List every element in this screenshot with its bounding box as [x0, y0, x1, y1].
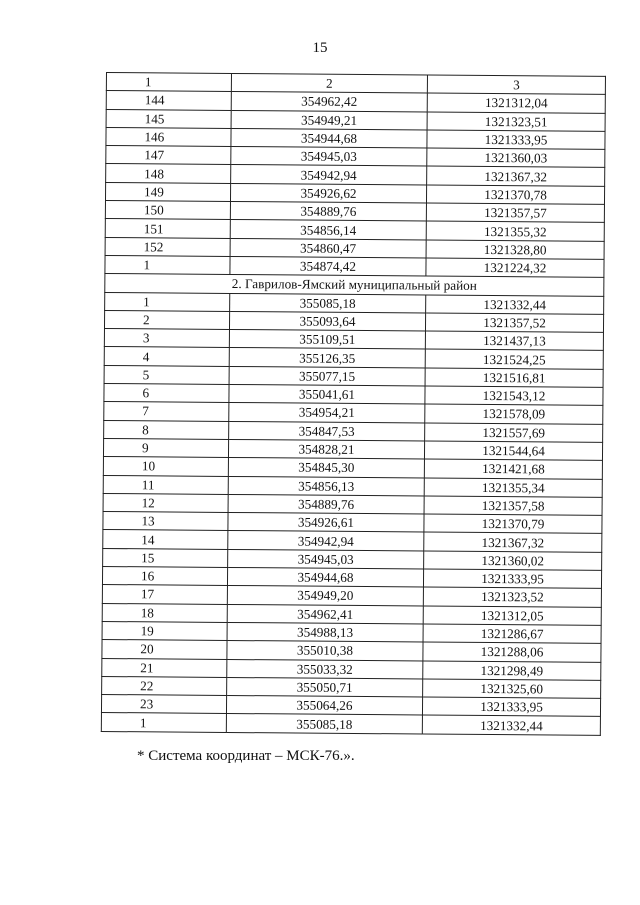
- y-coordinate-cell: 1321332,44: [426, 295, 604, 315]
- point-number-cell: 16: [102, 567, 227, 586]
- point-number-cell: 15: [103, 548, 228, 567]
- section-title: 2. Гаврилов-Ямский муниципальный район: [105, 274, 604, 296]
- x-coordinate-cell: 355077,15: [229, 366, 425, 386]
- point-number-cell: 1: [101, 713, 226, 732]
- x-coordinate-cell: 355064,26: [226, 696, 422, 716]
- y-coordinate-cell: 1321437,13: [425, 331, 603, 351]
- point-number-cell: 22: [102, 676, 227, 695]
- column-header-x: 2: [231, 73, 427, 93]
- y-coordinate-cell: 1321323,51: [427, 112, 605, 132]
- x-coordinate-cell: 354949,21: [231, 110, 427, 130]
- table-row: [101, 713, 600, 735]
- y-coordinate-cell: 1321360,02: [424, 551, 602, 571]
- y-coordinate-cell: 1321286,67: [423, 624, 601, 644]
- point-number-cell: 150: [105, 201, 230, 220]
- x-coordinate-cell: 354945,03: [227, 549, 423, 569]
- y-coordinate-cell: 1321288,06: [423, 642, 601, 662]
- y-coordinate-cell: 1321370,78: [427, 185, 605, 205]
- x-coordinate-cell: 354944,68: [227, 567, 423, 587]
- column-header-y: 3: [427, 75, 605, 95]
- y-coordinate-cell: 1321357,58: [424, 496, 602, 516]
- y-coordinate-cell: 1321333,95: [423, 697, 601, 717]
- x-coordinate-cell: 354874,42: [230, 256, 426, 276]
- point-number-cell: 1: [105, 292, 230, 311]
- point-number-cell: 6: [104, 384, 229, 403]
- y-coordinate-cell: 1321328,80: [426, 240, 604, 260]
- point-number-cell: 13: [103, 512, 228, 531]
- point-number-cell: 14: [103, 530, 228, 549]
- x-coordinate-cell: 354847,53: [228, 421, 424, 441]
- point-number-cell: 148: [106, 164, 231, 183]
- y-coordinate-cell: 1321355,32: [426, 221, 604, 241]
- x-coordinate-cell: 354860,47: [230, 238, 426, 258]
- y-coordinate-cell: 1321357,57: [426, 203, 604, 223]
- y-coordinate-cell: 1321357,52: [426, 313, 604, 333]
- y-coordinate-cell: 1321355,34: [424, 478, 602, 498]
- x-coordinate-cell: 354945,03: [231, 147, 427, 167]
- y-coordinate-cell: 1321421,68: [424, 459, 602, 479]
- y-coordinate-cell: 1321298,49: [423, 661, 601, 681]
- x-coordinate-cell: 354942,94: [230, 165, 426, 185]
- point-number-cell: 145: [106, 109, 231, 128]
- point-number-cell: 21: [102, 658, 227, 677]
- point-number-cell: 147: [106, 146, 231, 165]
- y-coordinate-cell: 1321544,64: [425, 441, 603, 461]
- point-number-cell: 2: [104, 310, 229, 329]
- point-number-cell: 11: [103, 475, 228, 494]
- point-number-cell: 19: [102, 621, 227, 640]
- point-number-cell: 12: [103, 493, 228, 512]
- point-number-cell: 3: [104, 329, 229, 348]
- x-coordinate-cell: 354828,21: [228, 439, 424, 459]
- x-coordinate-cell: 355041,61: [229, 385, 425, 405]
- x-coordinate-cell: 355093,64: [229, 311, 425, 331]
- x-coordinate-cell: 354988,13: [227, 622, 423, 642]
- point-number-cell: 146: [106, 127, 231, 146]
- y-coordinate-cell: 1321332,44: [422, 715, 600, 735]
- x-coordinate-cell: 354949,20: [227, 586, 423, 606]
- point-number-cell: 10: [103, 457, 228, 476]
- y-coordinate-cell: 1321370,79: [424, 514, 602, 534]
- x-coordinate-cell: 354856,14: [230, 220, 426, 240]
- point-number-cell: 152: [105, 237, 230, 256]
- point-number-cell: 8: [104, 420, 229, 439]
- point-number-cell: 23: [101, 695, 226, 714]
- coordinates-table-body: [101, 73, 605, 736]
- x-coordinate-cell: 354889,76: [230, 202, 426, 222]
- y-coordinate-cell: 1321360,03: [427, 148, 605, 168]
- point-number-cell: 151: [105, 219, 230, 238]
- x-coordinate-cell: 354845,30: [228, 458, 424, 478]
- x-coordinate-cell: 355010,38: [227, 641, 423, 661]
- x-coordinate-cell: 355126,35: [229, 348, 425, 368]
- y-coordinate-cell: 1321312,04: [427, 93, 605, 113]
- y-coordinate-cell: 1321325,60: [423, 679, 601, 699]
- x-coordinate-cell: 354962,41: [227, 604, 423, 624]
- x-coordinate-cell: 355050,71: [226, 677, 422, 697]
- y-coordinate-cell: 1321524,25: [425, 349, 603, 369]
- point-number-cell: 20: [102, 640, 227, 659]
- y-coordinate-cell: 1321312,05: [423, 606, 601, 626]
- y-coordinate-cell: 1321323,52: [423, 587, 601, 607]
- coordinates-table: [101, 72, 606, 736]
- y-coordinate-cell: 1321367,32: [427, 167, 605, 187]
- x-coordinate-cell: 354944,68: [231, 128, 427, 148]
- y-coordinate-cell: 1321557,69: [425, 423, 603, 443]
- page-number: 15: [312, 40, 328, 56]
- column-header-number: 1: [106, 73, 231, 92]
- x-coordinate-cell: 354889,76: [228, 494, 424, 514]
- point-number-cell: 7: [104, 402, 229, 421]
- x-coordinate-cell: 354954,21: [229, 403, 425, 423]
- y-coordinate-cell: 1321543,12: [425, 386, 603, 406]
- x-coordinate-cell: 355033,32: [227, 659, 423, 679]
- y-coordinate-cell: 1321224,32: [426, 258, 604, 278]
- x-coordinate-cell: 354962,42: [231, 92, 427, 112]
- point-number-cell: 17: [102, 585, 227, 604]
- point-number-cell: 144: [106, 91, 231, 110]
- point-number-cell: 18: [102, 603, 227, 622]
- x-coordinate-cell: 354942,94: [228, 531, 424, 551]
- x-coordinate-cell: 354856,13: [228, 476, 424, 496]
- y-coordinate-cell: 1321333,95: [427, 130, 605, 150]
- x-coordinate-cell: 354926,61: [228, 513, 424, 533]
- y-coordinate-cell: 1321516,81: [425, 368, 603, 388]
- point-number-cell: 5: [104, 365, 229, 384]
- point-number-cell: 4: [104, 347, 229, 366]
- x-coordinate-cell: 355085,18: [229, 293, 425, 313]
- y-coordinate-cell: 1321578,09: [425, 404, 603, 424]
- y-coordinate-cell: 1321367,32: [424, 532, 602, 552]
- x-coordinate-cell: 354926,62: [230, 183, 426, 203]
- point-number-cell: 9: [103, 438, 228, 457]
- x-coordinate-cell: 355109,51: [229, 330, 425, 350]
- coordinate-system-footnote: * Система координат – МСК-76.».: [137, 748, 355, 764]
- point-number-cell: 1: [105, 255, 230, 274]
- point-number-cell: 149: [105, 182, 230, 201]
- y-coordinate-cell: 1321333,95: [424, 569, 602, 589]
- x-coordinate-cell: 355085,18: [226, 714, 422, 734]
